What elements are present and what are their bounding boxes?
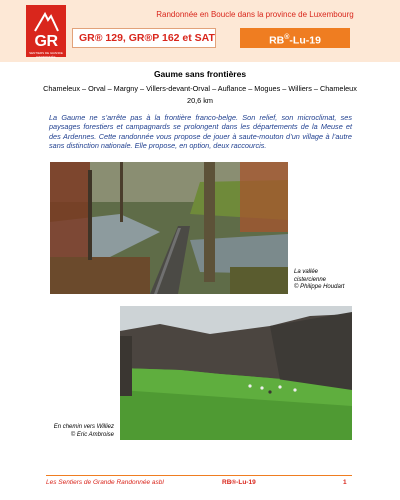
intro-paragraph: La Gaume ne s’arrête pas à la frontière franco-belge. Son relief, son microclimat, ses paysages forestiers et campagnards se prolongent dans les départements de la Meuse et des Ardennes. Cette randonnée vous propose de jouer à saute-mouton d’un village à l’autre sans distinction nationale. Elle propose, en option, deux raccourcis.: [49, 113, 352, 151]
footer-route-code: RB®-Lu-19: [222, 479, 256, 486]
footer-organization: Les Sentiers de Grande Randonnée asbl: [46, 479, 164, 486]
route-code-registered: ®: [284, 34, 290, 41]
caption-line: En chemin vers Williez: [53, 424, 114, 430]
footer-divider: [46, 475, 352, 476]
route-distance: 20,6 km: [187, 96, 213, 105]
gr-logo-text: GR: [34, 33, 58, 50]
route-villages: Chameleux – Orval – Margny – Villers-devant-Orval – Auflance – Mogues – Williers – Chameleux: [43, 84, 357, 93]
route-code-prefix: RB: [269, 34, 285, 47]
valley-bridge-photo: [50, 162, 288, 294]
header-title: Randonnée en Boucle dans la province de Luxembourg: [156, 10, 354, 19]
routes-label: GR® 129, GR®P 162 et SAT: [72, 28, 216, 48]
photo-caption-meadow: [20, 424, 114, 439]
photo-caption-valley: [294, 269, 374, 292]
caption-credit: © Eric Ambroise: [70, 431, 114, 438]
page-number: 1: [343, 479, 347, 486]
route-code-suffix: -Lu-19: [289, 34, 321, 47]
page-title: Gaume sans frontières: [153, 69, 247, 79]
meadow-photo: [120, 306, 352, 440]
caption-line: La vallée: [294, 269, 319, 275]
gr-logo-subtext: SENTIERS DE GRANDE RANDONNÉE: [29, 51, 63, 59]
caption-line: cistercienne: [294, 276, 327, 283]
route-code-badge: [240, 28, 350, 48]
caption-credit: © Philippe Houdart: [294, 284, 345, 291]
gr-logo: [26, 5, 66, 57]
